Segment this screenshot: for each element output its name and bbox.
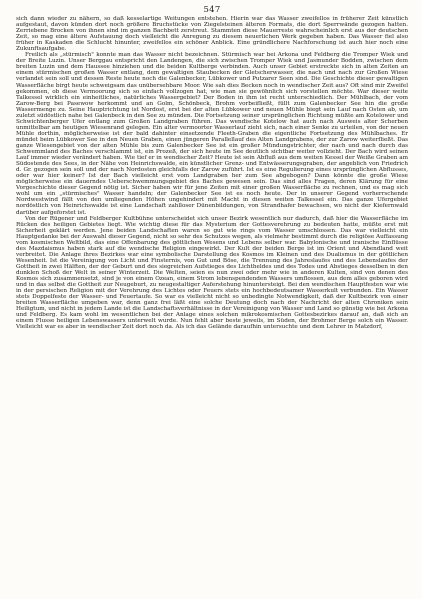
body-text xyxy=(16,16,408,330)
paragraph-cult-stage: Von der Rügener und Feldberger Kultbühne unterscheidet sich unser Bezirk wesentlich nur dadurch, daß hier die Wasserfläche im Rücken des heiligen Gebietes liegt. Wie wichtig diese für das Mysterium der Gottesverehrung zu bedeuten hatte, müßte erst mit Sicherheit geklärt werden. Jene beiden Landschaften waren so gut wie rings vom Wasser umschlossen. Das war vielleicht ein Hauptgedanke bei der Auswahl dieser Gegend, nicht so sehr des Schutzes wegen, als vielmehr bestimmt durch die religiöse Auffassung vom kosmischen Weltbild, das eine Offenbarung des göttlichen Wesens und Lebens selber war. Babylonische und iranische Einflüsse des Mazdaismus haben stark auf die wendische Religion eingewirkt. Der Kult der beiden Berge ist im Orient und Abendland weit verbreitet. Die Anlage ihres Bezirkes war eine symbolische Darstellung des Kosmos im Kleinen und des Dualismus in der göttlichen Wesenheit. Ist die Vereinigung von Licht und Finsternis, von Gut und Böse, die Trennung des Jahreslaufes und des Lebenslaufes der Gottheit in zwei Hälften, der der Geburt und des siegreichen Aufstieges des Lichtheldes und des Todes und Abstieges desselben in den dunklen Schoß der Welt in seiner Winterzeit. Die Welten, seien es nun zwei oder mehr wie in anderen Kulten, sind von denen des Kosmos sich zusammensetzt, sind je von einem Ozean, einem Strom lebenspendenden Wassers umflossen, aus dem alles geboren wird und in das selbst die Gottheit zur Neugeburt, zu neugestaltiger Auferstehung hinuntersteigt. Bei den wendischen Hauptfesten war wie in der persischen Religion mit der Verehrung des Lichtes oder Feuers stets ein hochbedeutsamer Wasserkult verbunden. Ein Wasser stets Doppelfeste der Wasser- und Feuertaufe. So war es vielleicht nicht so unbedingte Notwendigkeit, daß der Kultbezirk von einer breiten Wasserfläche umgeben war, denn ganz frei läßt eine solche Deutung doch nach der Nachricht der alten Chroniken sein Heiligtum, und nicht in jedem Lande ist die Landschaftsverhältnisse in der Vereinigung von Wasser und Land so günstig wie bei Arkona und Feldberg. Es kam wohl im wesentlichen bei der Anlage eines solchen mikrokosmischen Gottesbezirkes darauf an, daß sich an einem Flusse heiligen Lebenswassers unterwelt wurde. Nun fehlt aber beste jeweils, im Süden, der Brohmer Berge solch ein Wasser. Vielleicht war es aber in wendischer Zeit dort noch da. Als ich das Gelände daraufhin untersuchte und dem Lehrer in Matzdorf, xyxy=(16,215,408,331)
paragraph-continuation: sich dann wieder zu nähern, so daß kesselartige Weitungen entstehen. Hierin war das Wasser zweifellos in früherer Zeit künstlich aufgestaut, davon künden dort noch größere Bruchstücke von Ziegelsteinen älteren Formats, die dort Sperrwände gezogen hatten. Zerriebene Brocken von ihnen sind im ganzen Bachbett zerstreut. Stammten diese Mauerreste wahrscheinlich erst aus der deutschen Zeit, so mag eine ältere Aufstauung doch vielleicht die Anregung zu diesem neuerlichen Werk gegeben haben. Das Wasser fiel also früher in Kaskaden die Schlucht hinunter, zweifellos ein schöner Anblick. Eine gründlichere Nachforschung ist auch hier noch eine Zukunftsaufgabe. xyxy=(16,16,408,53)
paragraph-stormy-water: Freilich als „stürmisch" konnte man das Wasser nicht bezeichnen. Stürmisch war bei Arkona und Feldberg die Tromper Wiek und der Breite Luzin. Unser Berggau entspricht den Landengen, die sich zwischen Tromper Wiek und Jasmunder Bodden, zwischen dem breiten Luzin und dem Haussee hinziehen und die beiden Kultberge verbinden. Auch unser Gebiet erstreckte sich in alten Zeiten an einem stürmischen großen Wasser entlang, dem gewaltigen Staubecken der Gletscherwasser, die nach und nach zur Großen Wiese verlandet sein soll und dessen Reste heute noch die Galenbecker, Lübkower und Putzarer Seen sind. Die Geschichte dieser gewaltigen Wasserfläche birgt heute schweigsam das unübersehbare Moor. Wie sah dies Becken noch in wendischer Zeit aus? Oft sind mir Zweifel gekommen, ob diese Vermoorung sich so einfach vollzogen hat, wie man sie gewöhnlich sich vorstellen möchte. War dieser weite Talkessel wirklich ein einheitliches, natürliches Wassergebiet? Der Boden in ihm ist recht unterschiedlich. Der Mühlbach, der vom Zarow-Berg bei Pasewow herkommt und an Golm, Schönbeck, Brohm vorbeifließt, füllt zum Galenbecker See hin die große Wassermenge zu. Seine Hauptrichtung ist Nordost, erst bei der alten Lübkower und neuen Mühle biegt sein Lauf nach Osten ab, um zuletzt südöstlich nahe bei Galenbeck in den See zu münden. Die Fortsetzung seiner ursprünglichen Richtung müßte am Kotelower und Schwichtenberger Ufer entlang zum Großen Landgraben führen. Das wendische Kotelow hat auch nach Ausweis alter Scherben unmittelbar am heutigen Wiesenrand gelegen. Ein alter vermoorter Wasserlauf zieht sich, nach einer Senke zu urteilen, von der neuen Mühle dorthin, möglicherweise ist der bald dahinter einsetzende Fleeth-Graben die eigentliche Fortsetzung des Mühlbaches. Er mündet beim Lübkower See in den Neuen Graben, einen jüngeren Parallellauf des Alten Landgrabens, der zur Zarow weiterfließt. Das ganze Wiesengebiet von der alten Mühle bis zum Galenbecker See ist ein großer Mündungstrichter, der nach und nach durch das Schwemmland des Baches verschlammt ist, ein Prozeß, der sich heute im See deutlich sichtbar weiter vollzieht. Der Bach wird seinen Lauf immer wieder verändert haben. Wie tief er in wendischer Zeit? Heute ist sein Abfluß aus dem weiten Kessel der Weiße Graben am Südostende des Sees, in der Nähe von Heinrichswalde, ein künstlicher Grenz- und Entwässerungsgraben, der angeblich von Friedrich d. Gr. gezogen sein soll und der nach Nordosten gleichfalls der Zarow zuführt. Ist es eine Regulierung eines ursprünglichen Abflusses, oder war hier keiner? Ist der Bach vielleicht erst vom Landgraben her zum See abgebogen? Dann könnte die große Wiese möglicherweise ein dauerndes Ueberschwemmungsgebiet des Baches gewesen sein. Das sind alles Fragen, deren Klärung für eine Vorgeschichte dieser Gegend nötig ist. Sicher haben wir für jene Zeiten mit einer großen Wasserfläche zu rechnen, und es mag sich wohl um ein „stürmisches" Wasser handeln; der Galenbecker See ist es noch heute. Der in unserer Gegend vorherrschende Nordwestwind fällt von den umliegenden Höhen ungehindert mit Macht in diesen weiten Talkessel ein. Das ganze Ufergebiet nordöstlich von Heinrichswalde ist eine Landschaft zahlloser Dünenbildungen, von Strandhafer bewachsen, wo nicht der Kiefernwald darüber aufgeforstet ist. xyxy=(16,52,408,216)
page-number: 547 xyxy=(203,5,221,15)
